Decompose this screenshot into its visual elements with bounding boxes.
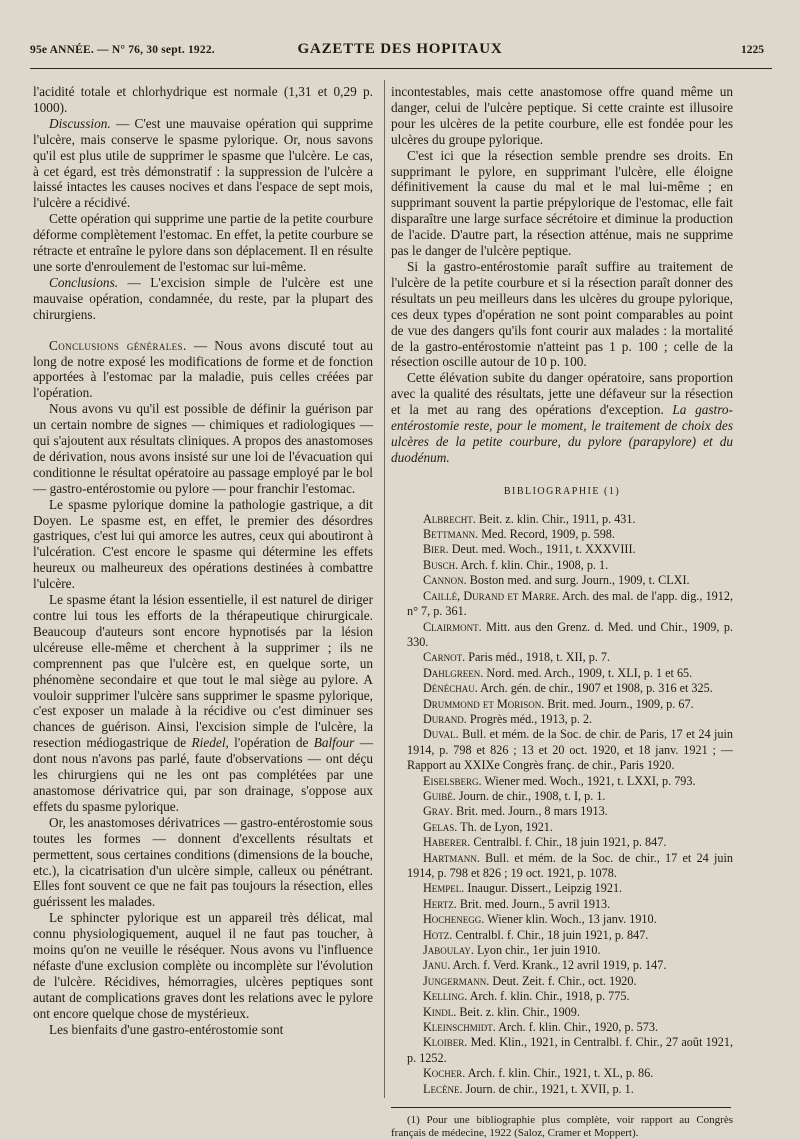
bibliography-entry <box>391 820 733 835</box>
bibliography-reference: Journ. de chir., 1921, t. XVII, p. 1. <box>462 1081 634 1096</box>
bibliography-entry <box>391 558 733 573</box>
bibliography-author: Dénéchau. <box>423 681 478 696</box>
bibliography-entry <box>391 666 733 681</box>
bibliography-author: Kloiber. <box>423 1035 468 1050</box>
bibliography-author: Hempel. <box>423 881 465 896</box>
bibliography-entry <box>391 851 733 882</box>
paragraph: l'acidité totale et chlorhydrique est normale (1,31 et 0,29 p. 1000). <box>33 84 373 115</box>
bibliography-author: Hotz. <box>423 927 453 942</box>
bibliography-entry <box>391 712 733 727</box>
bibliography-reference: Beit. z. klin. Chir., 1911, p. 431. <box>475 511 636 526</box>
bibliography-reference: Th. de Lyon, 1921. <box>457 819 553 834</box>
bibliography-author: Guibé. <box>423 788 456 803</box>
bibliography-author: Kocher. <box>423 1066 466 1081</box>
bibliography-author: Dahlgreen. <box>423 665 484 680</box>
bibliography-author: Hertz. <box>423 896 457 911</box>
bibliography-entry <box>391 989 733 1004</box>
right-column <box>391 84 733 1140</box>
paragraph: Cette opération qui supprime une partie de la petite courbure déforme complètement l'estomac. En effet, la petite courbure se rétracte et entraîne le pylore dans son déplacement. Il en résulte une sorte d'enroulement de l'estomac sur lui-même. <box>33 211 373 274</box>
bibliography-author: Drummond et Morison. <box>423 696 545 711</box>
bibliography-reference: Boston med. and surg. Journ., 1909, t. CLXI. <box>466 573 690 588</box>
left-column <box>33 84 373 1037</box>
bibliography-reference: Arch. f. klin. Chir., 1908, p. 1. <box>458 557 609 572</box>
bibliography-author: Lecène. <box>423 1081 463 1096</box>
bibliography-list <box>391 512 733 1097</box>
bibliography-reference: Bull. et mém. de la Soc. de chir. de Paris, 17 et 24 juin 1914, p. 798 et 826 ; 13 et 20 oct. 1920, et 18 janv. 1921 ; — Rapport au XXIXe Congrès franç. de chir., Paris 1920. <box>407 727 733 773</box>
page-number: 1225 <box>741 44 764 56</box>
page-header <box>30 40 770 60</box>
bibliography-reference: Nord. med. Arch., 1909, t. XLI, p. 1 et 65. <box>483 665 693 680</box>
bibliography-reference: Arch. gén. de chir., 1907 et 1908, p. 316 et 325. <box>477 681 713 696</box>
bibliography-author: Jungermann. <box>423 973 490 988</box>
bibliography-reference: Brit. med. Journ., 5 avril 1913. <box>456 896 611 911</box>
bibliography-author: Haberer. <box>423 835 471 850</box>
bibliography-reference: Med. Record, 1909, p. 598. <box>478 527 615 542</box>
paragraph: Discussion. — C'est une mauvaise opération qui supprime l'ulcère, mais conserve le spasme pylorique. Or, nous savons qu'il est plus utile de supprimer le spasme que l'ulcère. Le cas, à cet égard, est très démonstratif : la suppression de l'ulcère a laissé intactes les causes nocives et dans l'espace de sept mois, l'ulcère a récidivé. <box>33 115 373 211</box>
bibliography-entry <box>391 527 733 542</box>
bibliography-reference: Wiener med. Woch., 1921, t. LXXI, p. 793. <box>481 773 696 788</box>
paragraph: Conclusions. — L'excision simple de l'ulcère est une mauvaise opération, condamnée, du reste, par la plupart des chirurgiens. <box>33 274 373 322</box>
bibliography-entry <box>391 943 733 958</box>
bibliography-reference: Lyon chir., 1er juin 1910. <box>473 943 601 958</box>
bibliography-author: Duval. <box>423 727 459 742</box>
bibliography-author: Gelas. <box>423 819 458 834</box>
footnote: (1) Pour une bibliographie plus complète, voir rapport au Congrès français de médecine, 1922 (Saloz, Cramer et Moppert). <box>391 1114 733 1140</box>
bibliography-entry <box>391 789 733 804</box>
bibliography-author: Bettmann. <box>423 527 479 542</box>
bibliography-entry <box>391 928 733 943</box>
bibliography-author: Eiselsberg. <box>423 773 482 788</box>
bibliography-reference: Progrès méd., 1913, p. 2. <box>466 711 593 726</box>
bibliography-author: Cannon. <box>423 573 467 588</box>
bibliography-entry <box>391 573 733 588</box>
bibliography-reference: Centralbl. f. Chir., 18 juin 1921, p. 847. <box>452 927 649 942</box>
bibliography-reference: Beit. z. klin. Chir., 1909. <box>456 1004 580 1019</box>
bibliography-entry <box>391 897 733 912</box>
bibliography-author: Bier. <box>423 542 449 557</box>
bibliography-entry <box>391 958 733 973</box>
bibliography-entry <box>391 1035 733 1066</box>
paragraph: Le spasme pylorique domine la pathologie gastrique, a dit Doyen. Le spasme est, en effet, le premier des désordres gastriques, c'est lui qui amorce les autres, ceux qui aboutiront à l'ulcération. C'est encore le spasme qui détermine les effets heureux ou malheureux des opérations destinées à combattre l'ulcère. <box>33 496 373 592</box>
bibliography-reference: Arch. des mal. de l'app. dig., 1912, n° 7, p. 361. <box>407 588 734 619</box>
bibliography-author: Albrecht. <box>423 511 476 526</box>
paragraph: Les bienfaits d'une gastro-entérostomie sont <box>49 1021 284 1037</box>
paragraph: Le spasme étant la lésion essentielle, il est naturel de diriger contre lui tous les efforts de la thérapeutique chirurgicale. Beaucoup d'auteurs sont encore hypnotisés par la lésion ulcéreuse elle-même et cherchent à la supprimer ; ils ne comprennent pas que l'ulcère est, en quelque sorte, un phénomène secondaire et que tout le mal siège au pylore. A vouloir supprimer l'ulcère sans supprimer le spasme pylorique, c'est exposer un malade à la récidive ou c'est diminuer ses chances de guérison. Ainsi, l'excision simple de l'ulcère, la resection médiogastrique de Riedel, l'opération de Balfour — dont nous n'avons pas parlé, faute d'observations — ont déçu les chirurgiens qui ne les ont pas complétées par une anastomose dérivatrice qui, par son drainage, s'oppose aux effets du spasme pylorique. <box>33 592 373 814</box>
bibliography-reference: Deut. Zeit. f. Chir., oct. 1920. <box>489 973 637 988</box>
bibliography-author: Hochenegg. <box>423 912 485 927</box>
paragraph: Conclusions générales. — Nous avons discuté tout au long de notre exposé les modifications de forme et de fonction apportées à l'estomac par la maladie, puis celles créées par l'opération. <box>33 337 373 401</box>
bibliography-author: Janu. <box>423 958 451 973</box>
bibliography-author: Jaboulay. <box>423 943 474 958</box>
paragraph: C'est ici que la résection semble prendre ses droits. En supprimant le pylore, en supprimant l'ulcère, elle éloigne définitivement la cause du mal et le mal lui-même ; en supprimant souvent la partie prépylorique de l'estomac, elle fait disparaître une large surface sécrétoire et diminue la production de l'acide. D'autre part, la résection atténue, mais ne supprime pas le danger de l'ulcère peptique. <box>391 147 733 259</box>
bibliography-author: Caillé, Durand et Marre. <box>423 588 560 603</box>
bibliography-author: Clairmont. <box>423 619 482 634</box>
bibliography-entry <box>391 512 733 527</box>
bibliography-entry <box>391 912 733 927</box>
bibliography-entry <box>391 835 733 850</box>
bibliography-entry <box>391 1082 733 1097</box>
bibliography-reference: Arch. f. klin. Chir., 1920, p. 573. <box>495 1020 659 1035</box>
section-heading: Conclusions générales. <box>49 337 187 353</box>
bibliography-reference: Arch. f. klin. Chir., 1918, p. 775. <box>467 989 630 1004</box>
bibliography-author: Kleinschmidt. <box>423 1020 496 1035</box>
bibliography-entry <box>391 542 733 557</box>
bibliography-author: Kindl. <box>423 1004 457 1019</box>
bibliography-entry <box>391 1020 733 1035</box>
bibliography-reference: Deut. med. Woch., 1911, t. XXXVIII. <box>448 542 636 557</box>
bibliography-author: Gray. <box>423 804 454 819</box>
bibliography-entry <box>391 589 733 620</box>
bibliography-reference: Bull. et mém. de la Soc. de chir., 17 et 24 juin 1914, p. 798 et 826 ; 19 oct. 1921, p. 1078. <box>407 850 733 880</box>
bibliography-entry <box>391 620 733 651</box>
bibliography-reference: Arch. f. klin. Chir., 1921, t. XL, p. 86. <box>465 1066 654 1081</box>
bibliography-entry <box>391 727 733 773</box>
paragraph: Nous avons vu qu'il est possible de définir la guérison par un certain nombre de signes — chimiques et radiologiques — qui s'ajoutent aux résultats cliniques. A propos des anastomoses de dérivation, nous avons insisté sur une loi de l'évacuation qui conditionne le résultat opératoire au passage employé par le bol — gastro-entérostomie ou pylore — pour franchir l'estomac. <box>33 401 373 496</box>
bibliography-entry <box>391 881 733 896</box>
bibliography-entry <box>391 804 733 819</box>
bibliography-reference: Brit. med. Journ., 1909, p. 67. <box>544 696 694 711</box>
bibliography-reference: Med. Klin., 1921, in Centralbl. f. Chir., 27 août 1921, p. 1252. <box>407 1035 733 1065</box>
bibliography-entry <box>391 681 733 696</box>
bibliography-entry <box>391 974 733 989</box>
bibliography-reference: Inaugur. Dissert., Leipzig 1921. <box>464 881 623 896</box>
bibliography-entry <box>391 697 733 712</box>
bibliography-reference: Journ. de chir., 1908, t. I, p. 1. <box>455 788 606 803</box>
bibliography-reference: Wiener klin. Woch., 13 janv. 1910. <box>484 912 657 927</box>
bibliography-reference: Mitt. aus den Grenz. d. Med. und Chir., 1909, p. 330. <box>407 619 733 649</box>
header-rule <box>30 68 772 69</box>
bibliography-reference: Arch. f. Verd. Krank., 12 avril 1919, p. 147. <box>450 958 667 973</box>
bibliography-author: Busch. <box>423 557 459 572</box>
paragraph: Le sphincter pylorique est un appareil très délicat, mal connu physiologiquement, auquel il ne faut pas toucher, à moins qu'on ne veuille le réséquer. Nous avons vu l'influence néfaste d'une exclusion complète ou incomplète sur l'évolution de l'ulcère. Récidives, hémorragies, ulcères peptiques sont autant de complications graves dont les relations avec le pylore ont encore quelque chose de mystérieux. <box>33 910 373 1021</box>
bibliography-author: Kelling. <box>423 989 468 1004</box>
bibliography-entry <box>391 650 733 665</box>
journal-title: GAZETTE DES HOPITAUX <box>297 41 503 57</box>
paragraph: Or, les anastomoses dérivatrices — gastro-entérostomie sous toutes les formes — donnent d'excellents résultats et permettent, sous certaines conditions (dimensions de la bouche, etc.), la cicatrisation d'un ulcère simple, calleux ou pénétrant. Elles font souvent ce que ne fait pas toujours la résection, elles guérissent les malades. <box>33 814 373 910</box>
paragraph: Cette élévation subite du danger opératoire, sans proportion avec la qualité des résultats, jette une défaveur sur la résection et la met au rang des opérations d'exception. La gastro-entérostomie reste, pour le moment, le traitement de choix des ulcères de la petite courbure, du pylore (parapylore) et du duodénum. <box>391 370 733 465</box>
bibliography-entry <box>391 774 733 789</box>
run-in-heading: Discussion. <box>49 115 111 131</box>
bibliography-entry <box>391 1005 733 1020</box>
bibliography-heading: BIBLIOGRAPHIE (1) <box>503 485 621 497</box>
bibliography-reference: Brit. med. Journ., 8 mars 1913. <box>453 804 608 819</box>
issue-info: 95e ANNÉE. — N° 76, 30 sept. 1922. <box>30 44 215 56</box>
column-divider <box>384 80 385 1098</box>
bibliography-entry <box>391 1066 733 1081</box>
bibliography-reference: Centralbl. f. Chir., 18 juin 1921, p. 847. <box>470 835 667 850</box>
paragraph: incontestables, mais cette anastomose offre quand même un danger, celui de l'ulcère peptique. Si cette crainte est illusoire pour les ulcères de la petite courbure, elle est fondée pour les ulcères du groupe pylorique. <box>391 84 733 147</box>
bibliography-author: Durand. <box>423 711 467 726</box>
bibliography-author: Hartmann. <box>423 850 480 865</box>
bibliography-author: Carnot. <box>423 650 466 665</box>
paragraph: Si la gastro-entérostomie paraît suffire au traitement de l'ulcère de la petite courbure et si la résection paraît donner des résultats un peu meilleurs dans les ulcères du groupe pylorique, ces deux types d'opération ne sont point comparables au point de vue des dangers qu'ils font courir aux malades : la mortalité de la gastro-entérostomie n'atteint pas 1 p. 100 ; celle de la résection oscille autour de 10 p. 100. <box>391 258 733 370</box>
footnote-rule <box>391 1107 731 1108</box>
bibliography-reference: Paris méd., 1918, t. XII, p. 7. <box>465 650 611 665</box>
run-in-heading: Conclusions. <box>49 274 119 290</box>
